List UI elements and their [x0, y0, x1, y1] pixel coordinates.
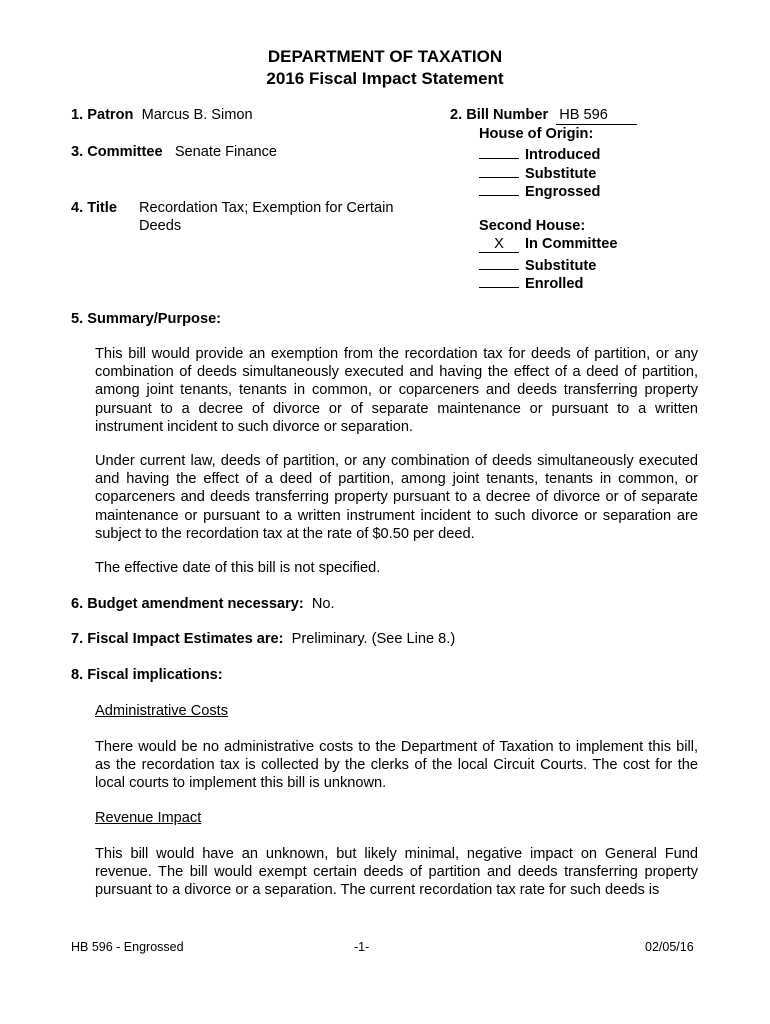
admin-costs-heading: Administrative Costs — [95, 703, 229, 719]
checkbox-blank: X — [479, 237, 519, 253]
revenue-impact-text: This bill would have an unknown, but likely minimal, negative impact on General Fund revenue. The bill would exempt certain deeds of partition and deeds transferring property pursuant to a divorce or a separation. The current recordation tax rate for such deeds is — [95, 846, 698, 899]
title-value-line-2: Deeds — [139, 218, 182, 234]
budget-field — [71, 595, 335, 613]
origin-engrossed — [479, 180, 600, 201]
checkbox-blank — [479, 254, 519, 270]
patron-label: 1. Patron — [71, 107, 134, 123]
second-label: In Committee — [525, 236, 618, 252]
admin-costs-text: There would be no administrative costs to the Department of Taxation to implement this bill, as the recordation tax is collected by the clerks of the local Circuit Courts. The cost for the local courts to implement this bill is unknown. — [95, 739, 698, 792]
budget-value: No. — [311, 596, 335, 612]
origin-label: Introduced — [525, 147, 601, 163]
origin-label: Engrossed — [525, 184, 601, 200]
bill-number-value: HB 596 — [556, 106, 637, 125]
origin-introduced — [479, 143, 600, 164]
summary-paragraph-3: The effective date of this bill is not specified. — [95, 560, 381, 576]
second-in-committee — [479, 235, 617, 253]
budget-label: 6. Budget amendment necessary: — [71, 596, 304, 612]
origin-label: Substitute — [525, 166, 597, 182]
committee-label: 3. Committee — [71, 144, 163, 160]
footer-bill: HB 596 - Engrossed — [71, 940, 184, 954]
estimates-label: 7. Fiscal Impact Estimates are: — [71, 631, 284, 647]
house-of-origin-label: House of Origin: — [479, 126, 594, 142]
title-label: 4. Title — [71, 200, 117, 216]
checkbox-blank — [479, 272, 519, 288]
title-value — [139, 199, 393, 235]
summary-paragraph-1: This bill would provide an exemption from the recordation tax for deeds of partition, or any combination of deeds simultaneously executed and having the effect of a deed of partition, among joint tenants, tenants in common, or coparceners and deeds transferring property pursuant to a decree of divorce or of separate maintenance or pursuant to a written instrument incident to such divorce or separation. — [95, 346, 698, 435]
title-field — [71, 199, 117, 217]
summary-paragraph-2: Under current law, deeds of partition, or any combination of deeds simultaneously executed and having the effect of a deed of partition, among joint tenants, tenants in common, or coparceners and deeds transferring property pursuant to a decree of divorce or of separate maintenance or pursuant to a written instrument incident to such divorce or separation are subject to the recordation tax at the rate of $0.50 per deed. — [95, 453, 698, 542]
bill-number-label: 2. Bill Number — [450, 107, 549, 123]
second-house-label: Second House: — [479, 218, 586, 234]
patron-value: Marcus B. Simon — [141, 107, 253, 123]
checkbox-blank — [479, 180, 519, 196]
second-label: Substitute — [525, 258, 597, 274]
second-enrolled — [479, 272, 583, 293]
second-label: Enrolled — [525, 276, 584, 292]
patron-field — [71, 106, 253, 124]
title-value-line-1: Recordation Tax; Exemption for Certain — [139, 200, 394, 216]
checkbox-blank — [479, 162, 519, 178]
summary-label: 5. Summary/Purpose: — [71, 311, 222, 327]
committee-value: Senate Finance — [174, 144, 278, 160]
bill-number-field — [450, 106, 637, 125]
committee-field — [71, 143, 277, 161]
footer-date: 02/05/16 — [645, 940, 694, 954]
department-title: DEPARTMENT OF TAXATION — [267, 47, 503, 66]
implications-label: 8. Fiscal implications: — [71, 667, 223, 683]
footer-page-number: -1- — [354, 940, 370, 954]
statement-title: 2016 Fiscal Impact Statement — [266, 69, 504, 88]
estimates-field — [71, 630, 455, 648]
revenue-impact-heading: Revenue Impact — [95, 810, 202, 826]
checkbox-blank — [479, 143, 519, 159]
estimates-value: Preliminary. (See Line 8.) — [291, 631, 456, 647]
